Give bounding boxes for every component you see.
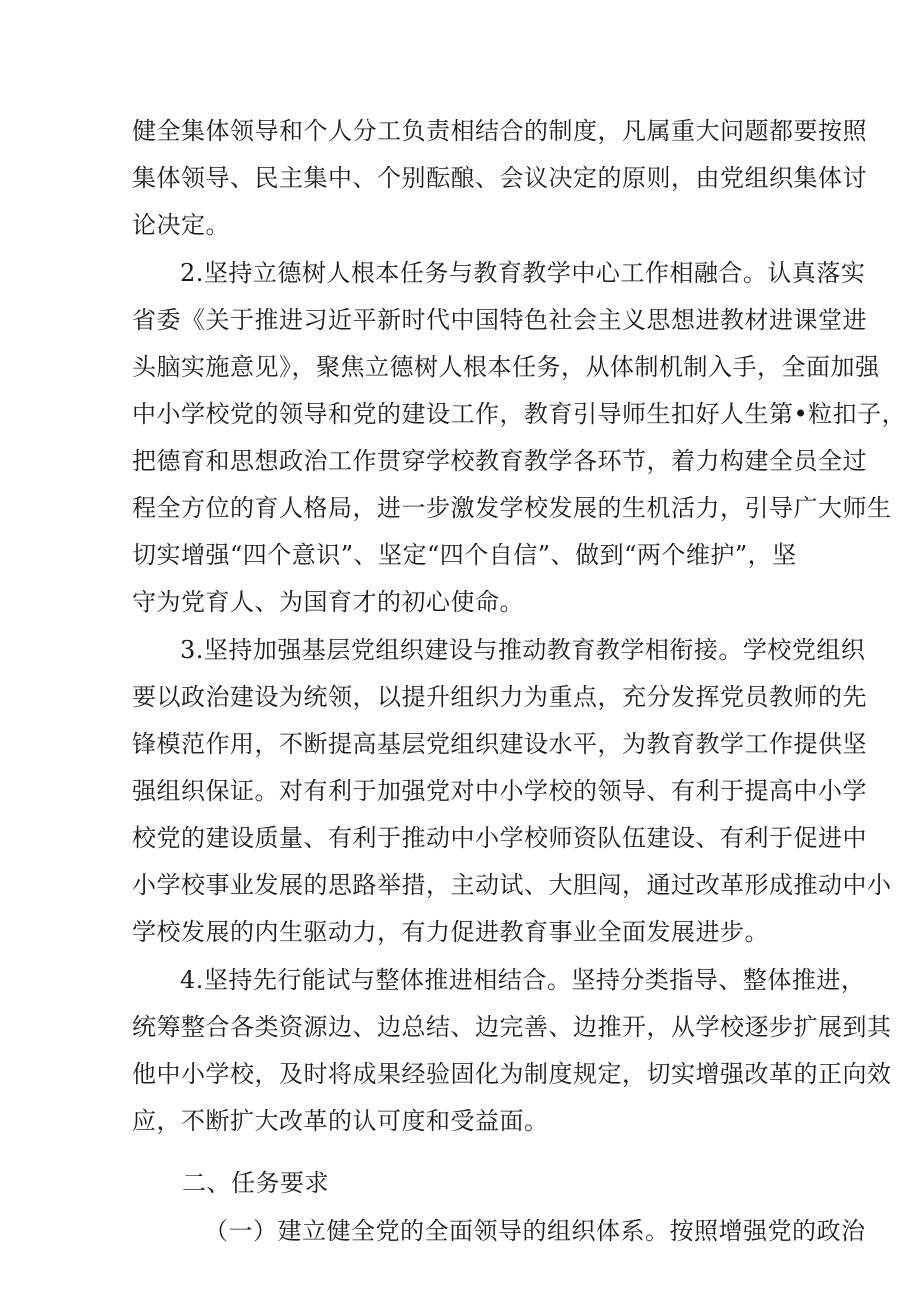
paragraph-line: 小学校事业发展的思路举措，主动试、大胆闯，通过改革形成推动中小: [132, 871, 892, 899]
paragraph-line: 切实增强“四个意识”、坚定“四个自信”、做到“两个维护”，坚: [132, 541, 797, 569]
paragraph-line: 应，不断扩大改革的认可度和受益面。: [132, 1107, 549, 1135]
paragraph-line: 把德育和思想政治工作贯穿学校教育教学各环节，着力构建全员全过: [132, 447, 867, 475]
paragraph-line: 要以政治建设为统领，以提升组织力为重点，充分发挥党员教师的先: [132, 683, 867, 711]
paragraph-line: 头脑实施意见》，聚焦立德树人根本任务，从体制机制入手，全面加强: [132, 353, 880, 381]
paragraph-line: 锋模范作用，不断提高基层党组织建设水平，为教育教学工作提供坚: [132, 730, 867, 758]
section-item-2: 2.坚持立德树人根本任务与教育教学中心工作相融合。认真落实: [180, 259, 866, 287]
paragraph-line: 集体领导、民主集中、个别酝酿、会议决定的原则，由党组织集体讨: [132, 164, 867, 192]
paragraph-line: 他中小学校，及时将成果经验固化为制度规定，切实增强改革的正向效: [132, 1060, 892, 1088]
paragraph-line: 中小学校党的领导和党的建设工作，教育引导师生扣好人生第•粒扣子，: [132, 400, 907, 428]
subsection-heading: （一）建立健全党的全面领导的组织体系。按照增强党的政治: [204, 1217, 866, 1245]
paragraph-line: 统筹整合各类资源边、边总结、边完善、边推开，从学校逐步扩展到其: [132, 1013, 892, 1041]
paragraph-line: 学校发展的内生驱动力，有力促进教育事业全面发展进步。: [132, 918, 769, 946]
section-item-3: 3.坚持加强基层党组织建设与推动教育教学相衔接。学校党组织: [180, 636, 866, 664]
paragraph-line: 健全集体领导和个人分工负责相结合的制度，凡属重大问题都要按照: [132, 117, 867, 145]
paragraph-line: 论决定。: [132, 211, 230, 239]
paragraph-line: 省委《关于推进习近平新时代中国特色社会主义思想进教材进课堂进: [132, 306, 867, 334]
paragraph-line: 校党的建设质量、有利于推动中小学校师资队伍建设、有利于促进中: [132, 824, 867, 852]
paragraph-line: 守为党育人、为国育才的初心使命。: [132, 588, 524, 616]
section-heading: 二、任务要求: [182, 1169, 329, 1197]
paragraph-line: 程全方位的育人格局，进一步激发学校发展的生机活力，引导广大师生: [132, 494, 892, 522]
paragraph-line: 强组织保证。对有利于加强党对中小学校的领导、有利于提高中小学: [132, 777, 867, 805]
section-item-4: 4.坚持先行能试与整体推进相结合。坚持分类指导、整体推进，: [180, 966, 866, 994]
